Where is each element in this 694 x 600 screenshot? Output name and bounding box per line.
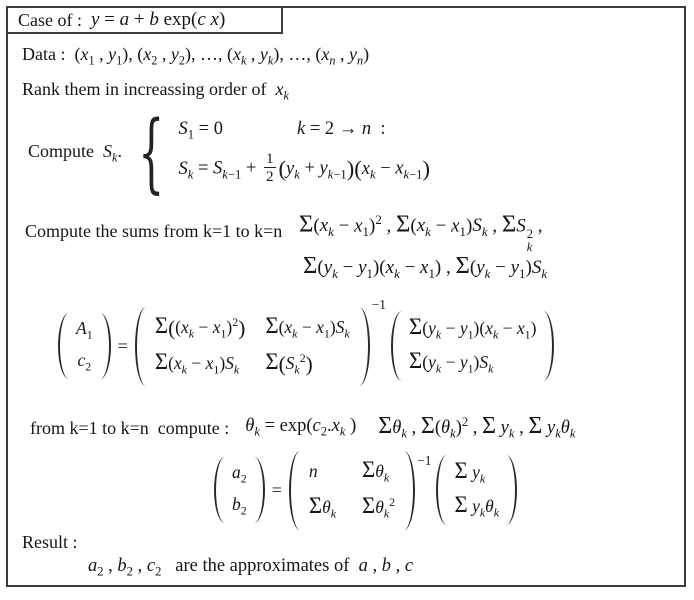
eq2-matrix-cell: $\Sigma\theta_k^2$ <box>362 493 396 521</box>
eq2-matrix-cell: n <box>308 461 318 482</box>
sk-computation-block <box>28 102 430 204</box>
sums-intro-label: Compute the sums from k=1 to k=n <box>25 221 283 241</box>
theta-compute-label: from k=1 to k=n compute : <box>30 417 230 438</box>
matrix-paren-left <box>135 307 146 386</box>
eq2-matrix-cell: $\Sigma\theta_k$ <box>308 493 336 521</box>
sums-line-1: $\Sigma(x_k - x_1)^2$ , $\Sigma(x_k - x_1)S_k$ , ΣS 2 k , <box>299 210 543 254</box>
eq1-matrix-cell: $\Sigma(x_k - x_1)S_k$ <box>154 349 240 377</box>
vector-paren-right <box>254 457 265 523</box>
eq1-matrix-cell: $\Sigma(x_k - x_1)S_k$ <box>265 312 350 340</box>
inverse-exponent: −1 <box>371 297 387 312</box>
eq2-rhs-row: Σ $y_k$ <box>454 458 486 486</box>
title-label: Case of : <box>18 9 82 30</box>
eq2-lhs-row: $a_2$ <box>232 462 247 486</box>
s1-initial-equation: $S_1 = 0$ <box>178 119 223 142</box>
eq1-lhs-row: $A_1$ <box>76 318 93 342</box>
vector-paren-left <box>214 457 225 523</box>
vector-paren-right <box>100 313 111 379</box>
equals-sign: = <box>271 479 282 500</box>
eq1-lhs-vector <box>58 313 111 379</box>
sums-line-2: $\Sigma(y_k - y_1)(x_k - x_1)$ , $\Sigma(y_k - y_1)S_k$ <box>303 252 548 281</box>
vector-paren-right <box>543 311 554 381</box>
inverse-exponent: −1 <box>417 453 432 468</box>
eq2-lhs-row: $b_2$ <box>232 493 247 517</box>
eq2-matrix-cell: $\Sigma\theta_k$ <box>362 456 390 484</box>
eq2-matrix <box>289 451 415 530</box>
matrix-paren-right <box>359 307 370 386</box>
matrix-equation-1 <box>58 296 554 396</box>
title-box <box>6 6 283 34</box>
k-range-label: k = 2 → n : <box>296 119 386 140</box>
eq1-matrix <box>135 307 370 386</box>
result-statement: $a_2$ , $b_2$ , $c_2$ are the approximates of a , b , c <box>88 556 414 579</box>
theta-compute-line <box>30 410 575 446</box>
rank-instruction-line: Rank them in increassing order of $x_k$ <box>22 79 289 103</box>
eq2-rhs-row: Σ $y_k\theta_k$ <box>454 491 500 519</box>
vector-paren-left <box>58 313 69 379</box>
result-label: Result : <box>22 532 78 552</box>
matrix-paren-right <box>404 451 415 530</box>
eq1-rhs-row: $\Sigma(y_k - y_1)(x_k - x_1)$ <box>409 314 537 342</box>
eq1-lhs-row: $c_2$ <box>77 349 92 373</box>
system-brace: { <box>138 102 165 204</box>
eq1-rhs-row: $\Sigma(y_k - y_1)S_k$ <box>409 347 494 375</box>
eq2-lhs-vector <box>214 457 265 523</box>
matrix-equation-2 <box>214 452 517 528</box>
eq1-matrix-cell: $\Sigma(S_k^2)$ <box>265 349 313 377</box>
vector-paren-right <box>506 455 517 525</box>
theta-definition: $\theta_k = \exp(c_2.x_k$ ) <box>245 416 357 439</box>
matrix-paren-left <box>289 451 300 530</box>
sk-recurrence-equation: $S_k = S_{k-1}$ + $\frac{1}{2}$ $(y_k + y_{k-1})(x_k - x_{k-1})$ <box>178 149 430 185</box>
data-definition-line: Data : ($x_1$ , $y_1$), ($x_2$ , $y_2$), …, ($x_k$ , $y_k$), …, ($x_n$ , $y_n$) <box>22 44 370 68</box>
eq1-matrix-cell: $\Sigma((x_k - x_1)^2)$ <box>154 312 246 340</box>
eq2-rhs-vector <box>436 455 517 525</box>
equals-sign: = <box>117 335 128 356</box>
compute-sk-label: Compute $S_k$. <box>28 140 122 165</box>
vector-paren-left <box>436 455 447 525</box>
eq1-rhs-vector <box>391 311 554 381</box>
title-formula: y = a + b exp(c x) <box>90 9 226 30</box>
theta-sums: $\Sigma\theta_k$ , $\Sigma(\theta_k)^2$ , Σ $y_k$ , Σ $y_k\theta_k$ <box>378 413 576 441</box>
vector-paren-left <box>391 311 402 381</box>
